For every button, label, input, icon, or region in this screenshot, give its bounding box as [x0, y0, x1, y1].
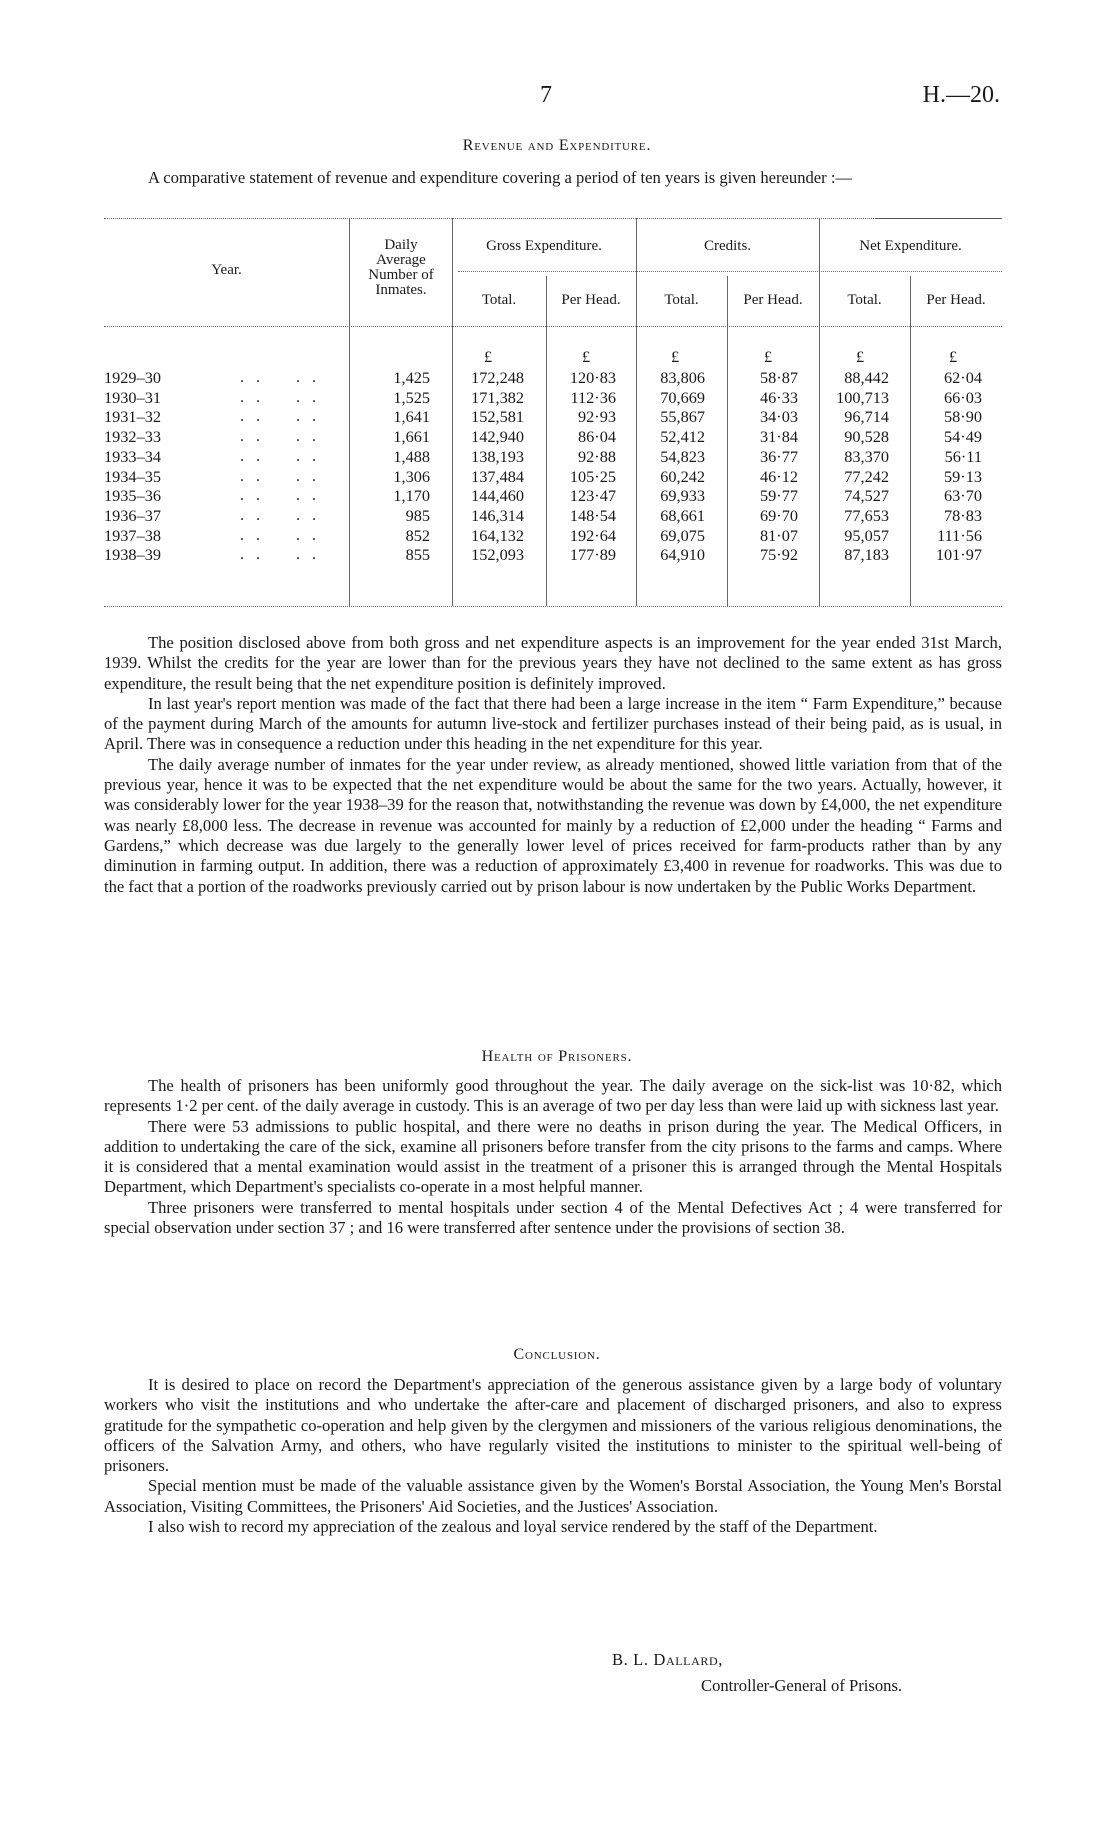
- value-cell: 101·97: [935, 545, 982, 565]
- header-gross-total: Total.: [481, 292, 517, 308]
- value-cell: 120·83: [569, 368, 616, 387]
- value-cell: 105·25: [569, 466, 616, 486]
- value-cell: 54,823: [660, 446, 705, 466]
- header-credits-per-head: Per Head.: [743, 292, 803, 308]
- value-cell: 95,057: [844, 525, 889, 545]
- year-cell: 1937–38: [104, 525, 161, 545]
- value-cell: 1,488: [393, 446, 430, 466]
- header-line: Number of: [368, 267, 434, 283]
- value-cell: 75·92: [760, 545, 798, 565]
- year-cell: 1938–39: [104, 545, 161, 565]
- value-cell: 148·54: [569, 505, 616, 525]
- value-cell: 123·47: [569, 486, 616, 506]
- value-cell: 34·03: [760, 407, 798, 427]
- paragraph: The position disclosed above from both gross and net expenditure aspects is an improvement for the year ended 31st March, 1939. Whilst the credits for the year are lower than for the previous years they have not declined to the same extent as has gross expenditure, the result being that the net expenditure position is definitely improved.: [104, 633, 1002, 693]
- currency-symbol: £: [856, 347, 865, 366]
- year-cell: 1933–34: [104, 446, 161, 466]
- column-divider: [910, 276, 911, 606]
- value-cell: 63·70: [944, 486, 982, 506]
- value-cell: 60,242: [660, 466, 705, 486]
- intro-paragraph: A comparative statement of revenue and expenditure covering a period of ten years is given hereunder :—: [148, 168, 853, 187]
- value-cell: 69,933: [660, 486, 705, 506]
- value-cell: 69,075: [660, 525, 705, 545]
- paragraph: It is desired to place on record the Department's appreciation of the generous assistance given by a large body of voluntary workers who visit the institutions and who undertake the after-care and placement of discharged prisoners, and also to express gratitude for the sympathetic co-operation and help given by the clergymen and missioners of the various religious denominations, the officers of the Salvation Army, and others, who have regularly visited the institutions to minister to the spiritual well-being of prisoners.: [104, 1375, 1002, 1476]
- header-year: Year.: [211, 262, 242, 278]
- value-cell: 86·04: [578, 427, 616, 447]
- header-net-total: Total.: [847, 292, 882, 308]
- value-cell: 62·04: [944, 368, 982, 387]
- header-credits-total: Total.: [664, 292, 699, 308]
- header-daily-average: [353, 238, 449, 298]
- paragraph: Three prisoners were transferred to mental hospitals under section 4 of the Mental Defectives Act ; 4 were transferred for special observation under section 37 ; and 16 were transferred after sentence under the provisions of section 38.: [104, 1197, 1002, 1238]
- year-cell: 1935–36: [104, 486, 161, 506]
- year-cell: 1931–32: [104, 407, 161, 427]
- table-top-rule: [104, 218, 1002, 219]
- value-cell: 112·36: [570, 387, 616, 407]
- document-reference: H.—20.: [922, 82, 1000, 108]
- currency-symbol: £: [484, 347, 493, 366]
- value-cell: 88,442: [844, 368, 889, 387]
- header-line: Inmates.: [375, 282, 427, 298]
- value-cell: 58·87: [760, 368, 798, 387]
- header-line: Average: [376, 252, 426, 268]
- value-cell: 855: [405, 545, 430, 565]
- value-cell: 137,484: [471, 466, 524, 486]
- revenue-expenditure-table: Year. Daily Average Number of Inmates. Gross Expenditure. Credits. Net Expenditure. Total. Per Head. Total. Per Head. Total. Per Head. £ £ £ £ £ £ 1929–30 . . . . 1,425 172,248 120·83 83,806 58·87 88,442 62·04 1930–31 . . . . 1,525 171,382 112·36 70,669 46·33 100,713 66·03 1931–32 . . . . 1,641 152,581 92·93 55,867 34·03 96,714 58·90 1932–33 . . . . 1,661 142,940 86·04 52,412 31·84 90,528 54·49 1933–34 . . . . 1,488 138,193 92·88 54,823 36·77 83,370 56·11 1934–35 . . . . 1,306 137,484 105·25 60,242 46·12 77,242 59·13 1935–36 . . . . 1,170 144,460 123·47 69,933 59·77 74,527 63·70 1936–37 . . . . 985 146,314 148·54 68,661 69·70 77,653 78·83 1937–38 . . . . 852 164,132 192·64 69,075 81·07 95,057 111·56 1938–39 . . . . 855 152,093 177·89 64,910 75·92 87,183 101·97: [104, 218, 1002, 608]
- paragraph: Special mention must be made of the valuable assistance given by the Women's Borstal Association, the Young Men's Borstal Association, Visiting Committees, the Prisoners' Aid Societies, and the Justices' Association.: [104, 1476, 1002, 1516]
- value-cell: 1,661: [393, 427, 430, 447]
- column-divider: [819, 218, 820, 606]
- value-cell: 59·13: [944, 466, 982, 486]
- table-subheader-rule: [458, 271, 1002, 272]
- table-header-rule: [104, 326, 1002, 327]
- value-cell: 69·70: [760, 505, 798, 525]
- header-net-expenditure: Net Expenditure.: [859, 238, 962, 254]
- value-cell: 46·12: [760, 466, 798, 486]
- value-cell: 64,910: [660, 545, 705, 565]
- value-cell: 78·83: [944, 505, 982, 525]
- value-cell: 1,170: [393, 486, 430, 506]
- section-heading-revenue: Revenue and Expenditure.: [462, 137, 652, 154]
- header-gross-per-head: Per Head.: [561, 292, 621, 308]
- value-cell: 74,527: [844, 486, 889, 506]
- value-cell: 90,528: [844, 427, 889, 447]
- value-cell: 171,382: [471, 387, 524, 407]
- year-cell: 1936–37: [104, 505, 161, 525]
- value-cell: 46·33: [760, 387, 798, 407]
- table-top-rule-solid: [876, 218, 1002, 219]
- paragraph: I also wish to record my appreciation of the zealous and loyal service rendered by the staff of the Department.: [148, 1517, 878, 1537]
- value-cell: 83,370: [844, 446, 889, 466]
- value-cell: 54·49: [944, 427, 982, 447]
- header-credits: Credits.: [703, 238, 752, 254]
- value-cell: 985: [405, 505, 430, 525]
- column-divider: [546, 276, 547, 606]
- value-cell: 77,242: [844, 466, 889, 486]
- value-cell: 66·03: [944, 387, 982, 407]
- value-cell: 92·93: [578, 407, 616, 427]
- section-heading-health: Health of Prisoners.: [481, 1048, 633, 1065]
- value-cell: 59·77: [760, 486, 798, 506]
- column-divider: [349, 218, 350, 606]
- year-cell: 1934–35: [104, 466, 161, 486]
- value-cell: 68,661: [660, 505, 705, 525]
- header-line: Daily: [384, 237, 418, 253]
- year-cell: 1929–30: [104, 368, 161, 387]
- value-cell: 1,641: [393, 407, 430, 427]
- value-cell: 146,314: [471, 505, 524, 525]
- value-cell: 177·89: [569, 545, 616, 565]
- year-cell: 1930–31: [104, 387, 161, 407]
- value-cell: 55,867: [660, 407, 705, 427]
- header-net-per-head: Per Head.: [926, 292, 986, 308]
- value-cell: 1,525: [393, 387, 430, 407]
- revenue-intro: [104, 168, 1002, 188]
- health-section: [104, 1076, 1002, 1238]
- value-cell: 81·07: [760, 525, 798, 545]
- value-cell: 1,425: [393, 368, 430, 387]
- table-bottom-rule: [104, 606, 1002, 607]
- conclusion-section: [104, 1375, 1002, 1537]
- value-cell: 36·77: [760, 446, 798, 466]
- value-cell: 100,713: [836, 387, 889, 407]
- value-cell: 83,806: [660, 368, 705, 387]
- signatory-name: B. L. Dallard,: [612, 1650, 723, 1669]
- paragraph: There were 53 admissions to public hospital, and there were no deaths in prison during the year. The Medical Officers, in addition to undertaking the care of the sick, examine all prisoners before transfer from the city prisons to the farms and camps. Where it is considered that a mental examination would assist in the treatment of a prisoner this is arranged through the Mental Hospitals Department, which Department's specialists co-operate in a most helpful manner.: [104, 1116, 1002, 1197]
- value-cell: 77,653: [844, 505, 889, 525]
- currency-symbol: £: [949, 347, 958, 366]
- value-cell: 152,581: [471, 407, 524, 427]
- paragraph: In last year's report mention was made of the fact that there had been a large increase in the item “ Farm Expenditure,” because of the payment during March of the amounts for autumn live-stock and fertilizer purchases instead of their being paid, as is usual, in April. There was in consequence a reduction under this heading in the net expenditure for this year.: [104, 693, 1002, 754]
- value-cell: 152,093: [471, 545, 524, 565]
- signatory-title: Controller-General of Prisons.: [701, 1676, 903, 1695]
- paragraph: The daily average number of inmates for the year under review, as already mentioned, showed little variation from that of the previous year, hence it was to be expected that the net expenditure would be about the same for the two years. Actually, however, it was considerably lower for the year 1938–39 for the reason that, notwithstanding the revenue was down by £4,000, the net expenditure was nearly £8,000 less. The decrease in revenue was accounted for mainly by a reduction of £2,000 under the heading “ Farms and Gardens,” which decrease was due largely to the generally lower level of prices received for farm-products rather than by any diminution in farming output. In addition, there was a reduction of approximately £3,400 in revenue for roadworks. This was due to the fact that a portion of the roadworks previously carried out by prison labour is now undertaken by the Public Works Department.: [104, 754, 1002, 896]
- value-cell: 96,714: [844, 407, 889, 427]
- value-cell: 70,669: [660, 387, 705, 407]
- value-cell: 58·90: [944, 407, 982, 427]
- currency-symbol: £: [582, 347, 591, 366]
- year-cell: 1932–33: [104, 427, 161, 447]
- value-cell: 852: [405, 525, 430, 545]
- value-cell: 172,248: [471, 368, 524, 387]
- column-divider: [636, 218, 637, 606]
- value-cell: 87,183: [844, 545, 889, 565]
- value-cell: 142,940: [471, 427, 524, 447]
- column-divider: [727, 276, 728, 606]
- value-cell: 31·84: [760, 427, 798, 447]
- currency-symbol: £: [671, 347, 680, 366]
- paragraph: The health of prisoners has been uniformly good throughout the year. The daily average on the sick-list was 10·82, which represents 1·2 per cent. of the daily average in custody. This is an average of two per day less than were laid up with sickness last year.: [104, 1076, 1002, 1116]
- value-cell: 138,193: [471, 446, 524, 466]
- value-cell: 52,412: [660, 427, 705, 447]
- currency-symbol: £: [764, 347, 773, 366]
- column-divider: [452, 218, 453, 606]
- page-number: 7: [540, 82, 552, 108]
- value-cell: 164,132: [471, 525, 524, 545]
- value-cell: 1,306: [393, 466, 430, 486]
- revenue-discussion: [104, 633, 1002, 897]
- value-cell: 144,460: [471, 486, 524, 506]
- value-cell: 92·88: [578, 446, 616, 466]
- section-heading-conclusion: Conclusion.: [513, 1346, 601, 1363]
- value-cell: 192·64: [569, 525, 616, 545]
- value-cell: 111·56: [937, 525, 982, 545]
- header-gross-expenditure: Gross Expenditure.: [486, 238, 602, 254]
- value-cell: 56·11: [944, 446, 982, 466]
